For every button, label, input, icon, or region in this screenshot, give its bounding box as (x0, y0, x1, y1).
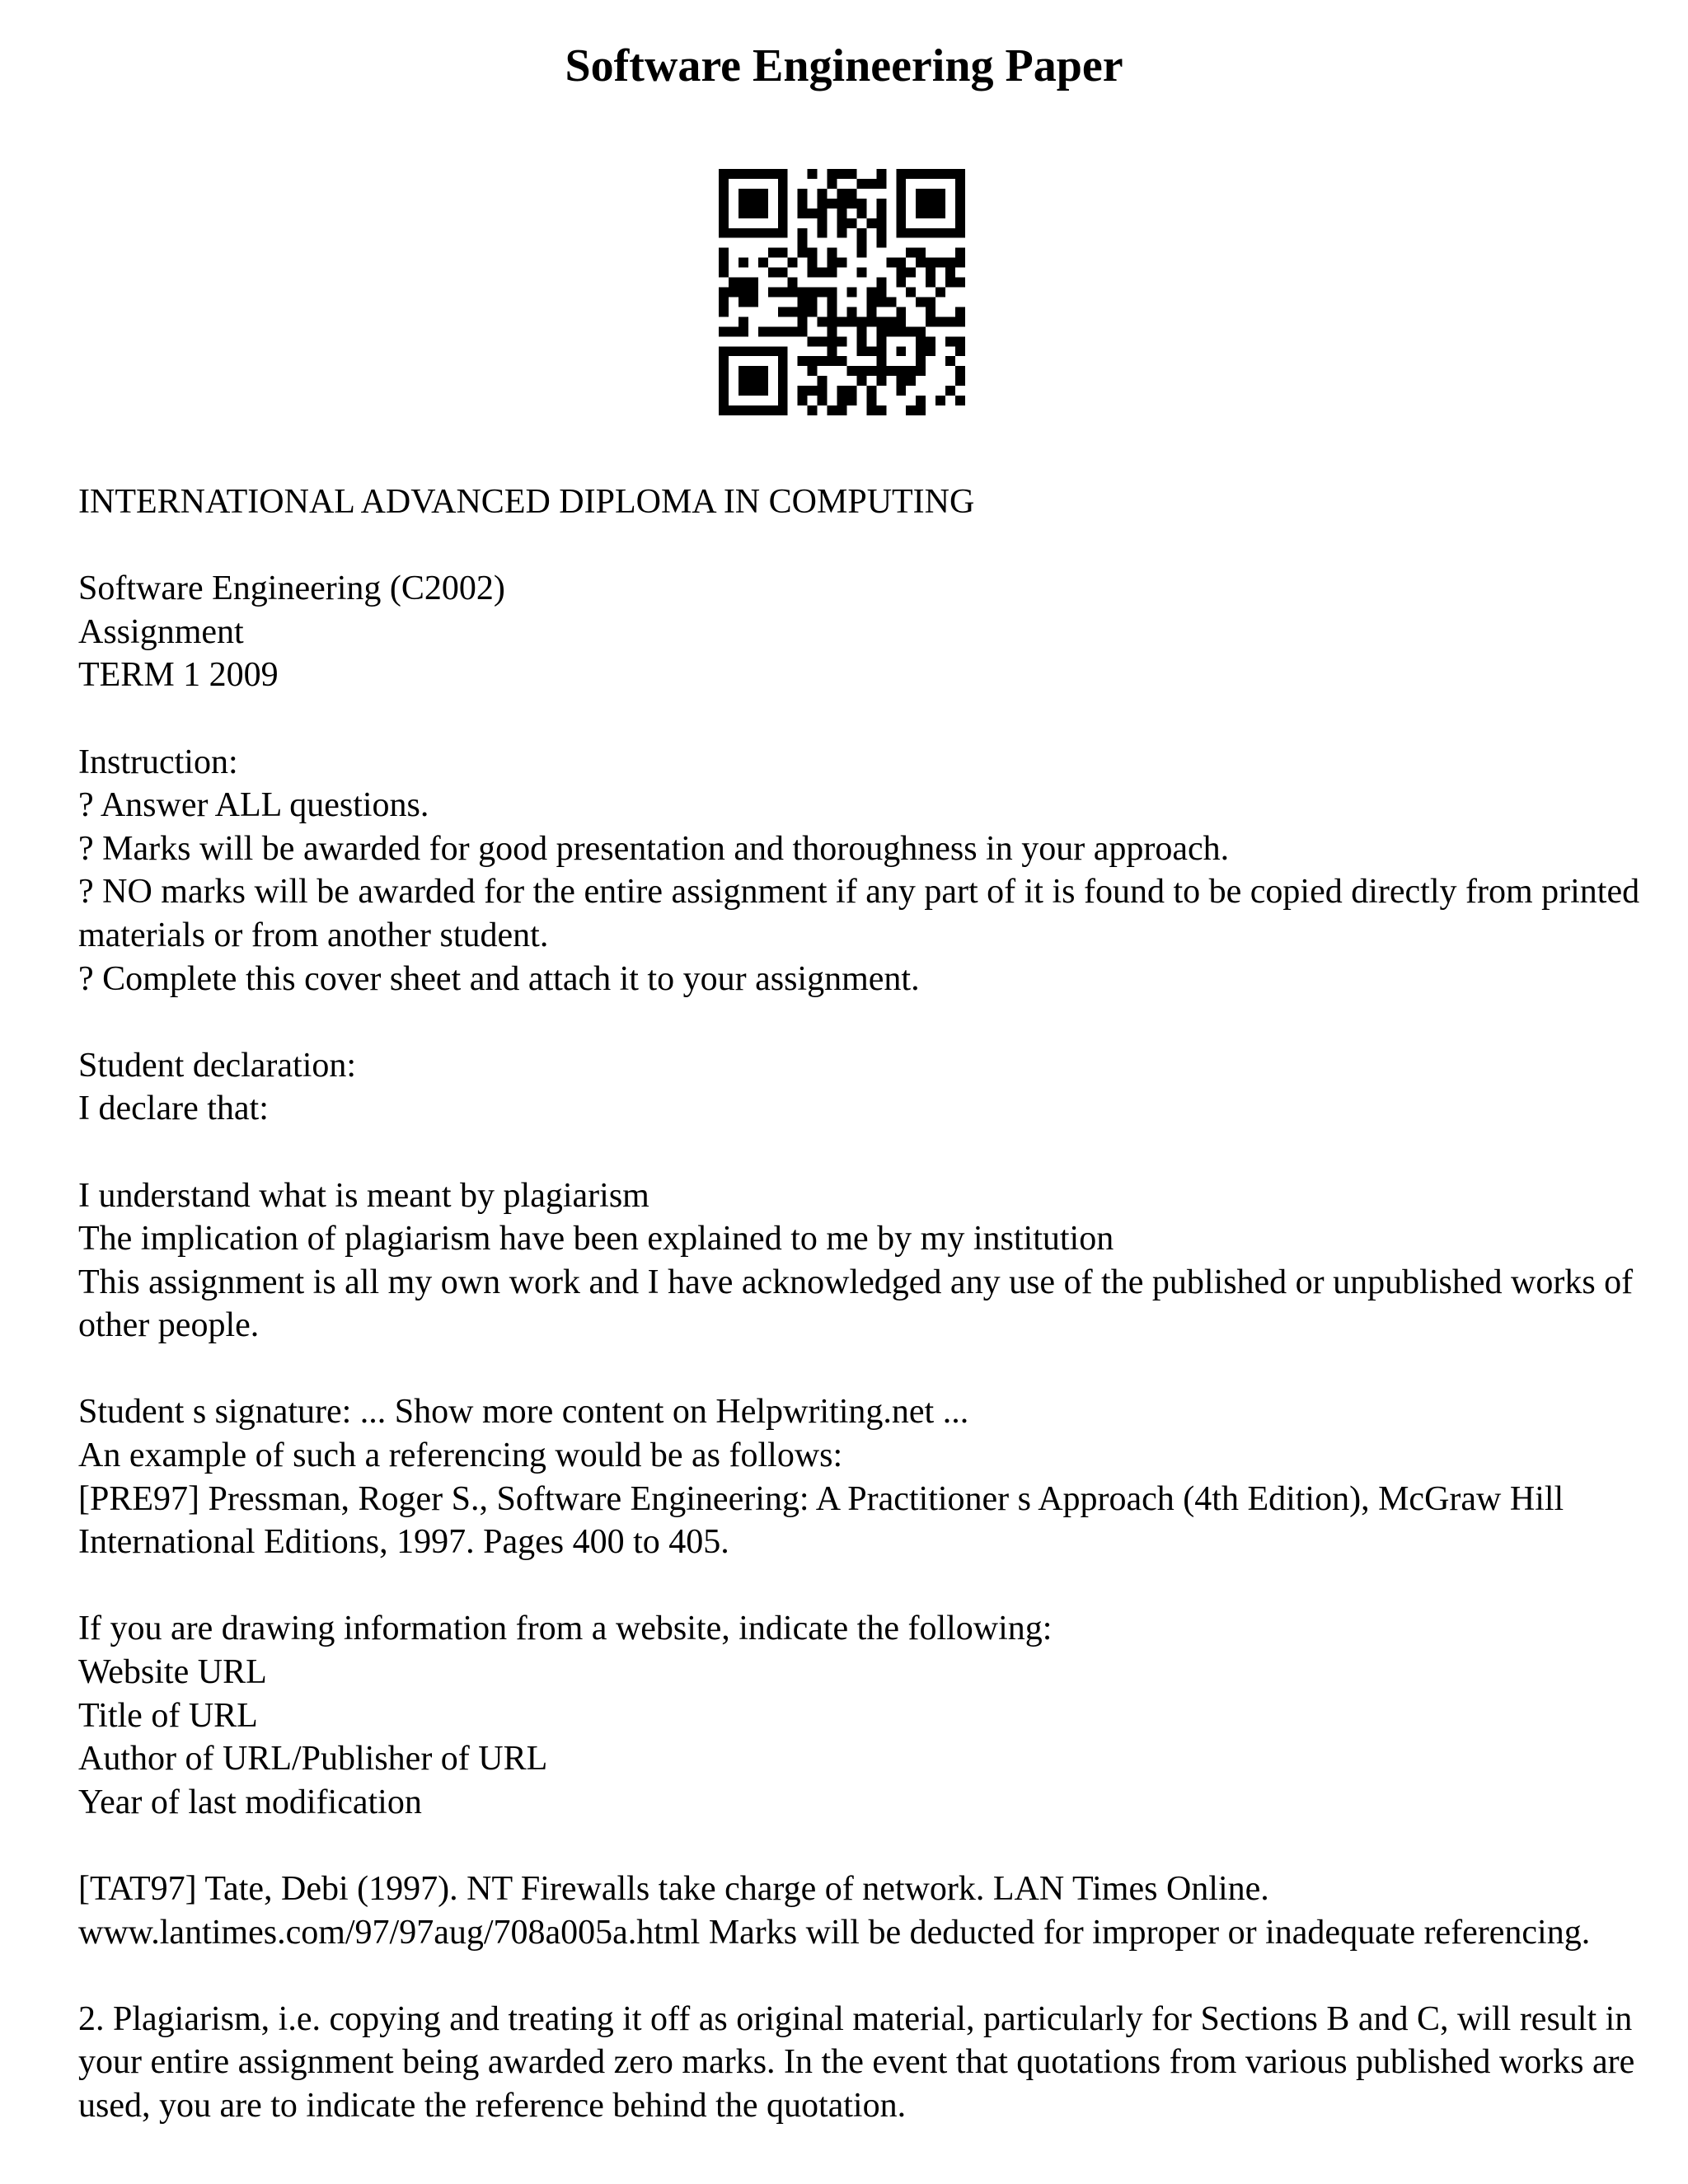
declare-that: I declare that: (78, 1090, 269, 1128)
declaration-item: The implication of plagiarism have been explained to me by my institution (78, 1220, 1114, 1258)
assignment-type: Assignment (78, 612, 244, 651)
website-example: [TAT97] Tate, Debi (1997). NT Firewalls take charge of network. LAN Times Online. www.lantimes.com/97/97aug/708a005a.html Marks will be deducted for improper or inadequate referencing. (78, 1870, 1591, 1952)
website-item: Website URL (78, 1653, 267, 1692)
website-item: Author of URL/Publisher of URL (78, 1740, 548, 1779)
page-title: Software Engineering Paper (565, 40, 1123, 91)
instruction-item: ? Complete this cover sheet and attach it to your assignment. (78, 959, 920, 998)
program-heading: INTERNATIONAL ADVANCED DIPLOMA IN COMPUTING (78, 483, 975, 521)
reference-example-intro: An example of such a referencing would be as follows: (78, 1436, 843, 1475)
instruction-item: ? Answer ALL questions. (78, 786, 429, 825)
instruction-item: ? Marks will be awarded for good presentation and thoroughness in your approach. (78, 829, 1230, 868)
reference-example: [PRE97] Pressman, Roger S., Software Engineering: A Practitioner s Approach (4th Edition), McGraw Hill International Editions, 1997. Pages 400 to 405. (78, 1479, 1564, 1562)
website-section (78, 1607, 1644, 1824)
declarations-list (78, 1174, 1644, 1347)
instruction-item: ? NO marks will be awarded for the entire assignment if any part of it is found to be copied directly from printed materials or from another student. (78, 873, 1640, 954)
document-body (78, 480, 1644, 2128)
qr-code (719, 169, 965, 415)
declaration-heading: Student declaration: (78, 1046, 357, 1085)
website-item: Year of last modification (78, 1783, 422, 1821)
reference-section (78, 1390, 1644, 1563)
website-item: Title of URL (78, 1696, 258, 1735)
website-intro: If you are drawing information from a website, indicate the following: (78, 1610, 1053, 1648)
instruction-heading: Instruction: (78, 743, 238, 781)
declaration-item: I understand what is meant by plagiarism (78, 1176, 649, 1215)
course-info (78, 567, 1644, 697)
course-title: Software Engineering (C2002) (78, 569, 505, 608)
plagiarism-note: 2. Plagiarism, i.e. copying and treating it off as original material, particularly for Sections B and C, will result in your entire assignment being awarded zero marks. In the event that quotations from various published works are used, you are to indicate the reference behind the quotation. (78, 1999, 1635, 2125)
signature-line: Student s signature: ... Show more content on Helpwriting.net ... (78, 1393, 969, 1432)
instructions-section (78, 741, 1644, 1001)
declaration-item: This assignment is all my own work and I have acknowledged any use of the published or unpublished works of other people. (78, 1263, 1634, 1345)
declaration-intro (78, 1044, 1644, 1131)
term: TERM 1 2009 (78, 656, 279, 695)
